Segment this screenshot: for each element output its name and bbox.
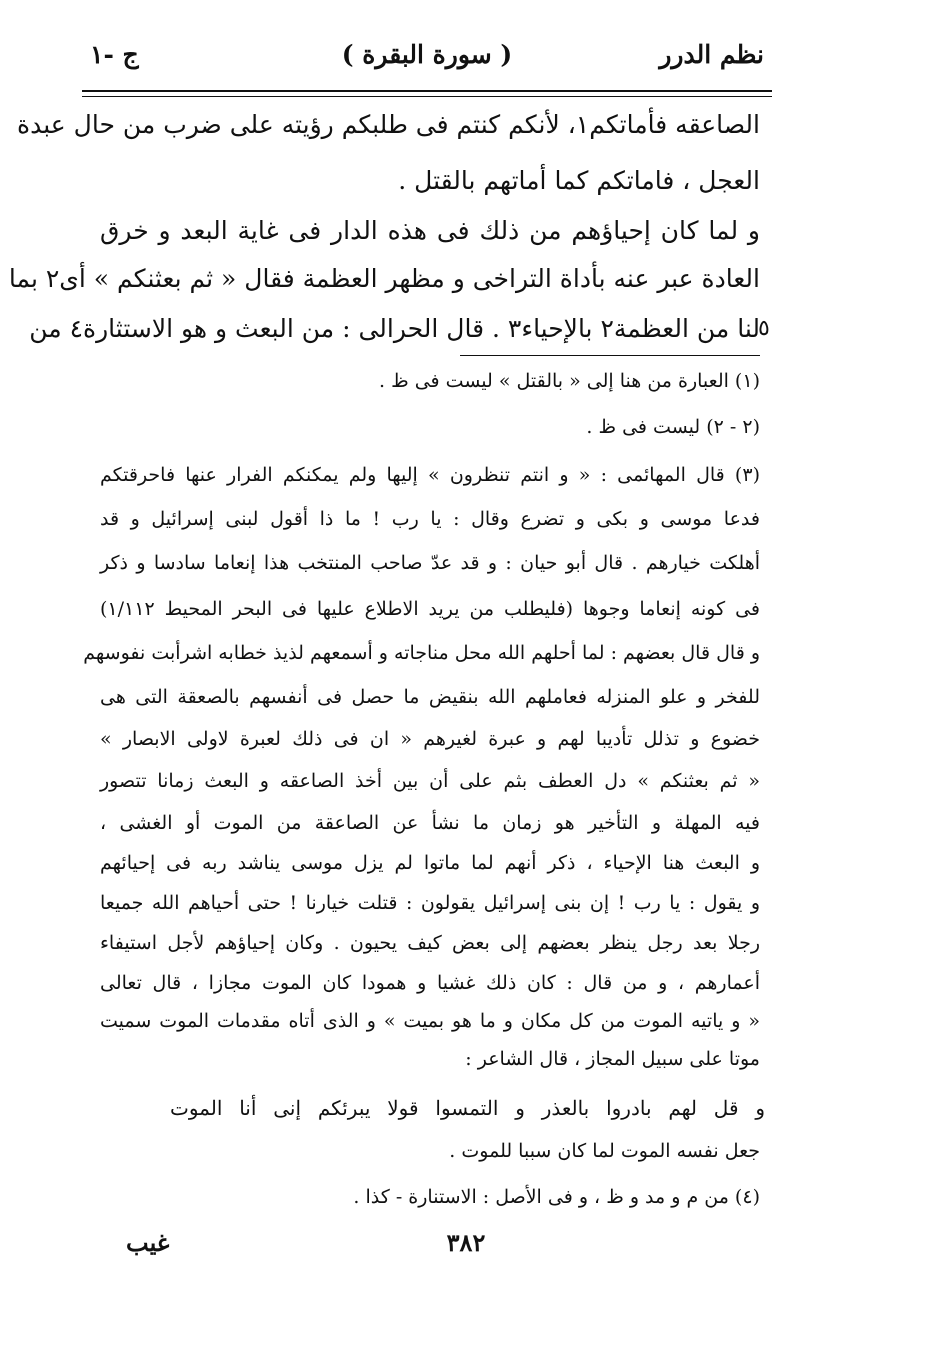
footnote-line: رجلا بعد رجل ينظر بعضهم إلى بعض كيف يحيون . وكان إحياؤهم لأجل استيفاء (100, 932, 760, 954)
volume-label: ج -١ (90, 40, 139, 69)
page-number: ٣٨٢ (446, 1228, 486, 1257)
footnote-line: فدعا موسى و بكى و تضرع وقال : يا رب ! ما ذا أقول لبنى إسرائيل و قد (100, 508, 760, 530)
running-header (90, 40, 764, 86)
poetry-verse: و قل لهم بادروا بالعذر و التمسوا قولا يبرئكم إنى أنا الموت (170, 1096, 765, 1120)
footnote-line: (٢ - ٢) ليست فى ظ . (586, 416, 760, 438)
footnote-line: فيه المهلة و التأخير هو زمان ما نشأ عن الصاعقة من الموت أو الغشى ، (100, 812, 760, 834)
header-rule (82, 90, 772, 92)
footnote-line: موتا على سبيل المجاز ، قال الشاعر : (465, 1048, 760, 1070)
footnote-line: جعل نفسه الموت لما كان سببا للموت . (449, 1140, 760, 1162)
text-line: و لما كان إحياؤهم من ذلك فى هذه الدار فى غاية البعد و خرق (100, 216, 760, 245)
footnote-line: « ثم بعثنكم » دل العطف بثم على أن بين أخذ الصاعقه و البعث زمانا تتصور (100, 770, 760, 792)
footnote-line: فى كونه إنعاما وجوها (فليطلب من يريد الاطلاع عليها فى البحر المحيط ١/١١٢) (100, 598, 760, 620)
line-number: ٥ (758, 316, 770, 341)
footnote-line: أهلكت خيارهم . قال أبو حيان : و قد عدّ صاحب المنتخب هذا إنعاما سادسا و ذكر (100, 552, 760, 574)
footnote-line: « و ياتيه الموت من كل مكان و ما هو بميت » و الذى أتاه مقدمات الموت سميت (100, 1010, 760, 1032)
text-line: الصاعقه فأماتكم١، لأنكم كنتم فى طلبكم رؤيته على ضرب من حال عبدة (17, 110, 760, 139)
footnote-line: أعمارهم ، و من قال : كان ذلك غشيا و همودا كان الموت مجازا ، قال تعالى (100, 972, 760, 994)
signature-mark: غيب (126, 1228, 170, 1257)
footnote-line: و البعث هنا الإحياء ، ذكر أنهم لما ماتوا لم يزل موسى يناشد ربه فى إحيائهم (100, 852, 760, 874)
footnote-line: (١) العبارة من هنا إلى « بالقتل » ليست فى ظ . (379, 370, 760, 392)
book-title: نظم الدرر (659, 40, 764, 69)
text-line: العادة عبر عنه بأداة التراخى و مظهر العظمة فقال « ثم بعثنكم » أى٢ بما (8, 264, 760, 293)
footnote-line: للفخر و علو المنزله فعاملهم الله بنقيض ما حصل فى أنفسهم بالصعقة التى هى (100, 686, 760, 708)
footnote-line: (٤) من م و مد و ظ ، و فى الأصل : الاستنارة - كذا . (353, 1186, 760, 1208)
footnote-line: خضوع و تذلل تأديبا لهم و عبرة لغيرهم « ان فى ذلك لعبرة لاولى الابصار » (100, 728, 760, 750)
footnote-line: و قال قال بعضهم : لما أحلهم الله محل مناجاته و أسمعهم لذيذ خطابه اشرأبت نفوسهم (83, 642, 760, 664)
text-line: العجل ، فاماتكم كما أماتهم بالقتل . (398, 166, 760, 195)
text-line: لنا من العظمة٢ بالإحياء٣ . قال الحرالى : من البعث و هو الاستثارة٤ من (29, 314, 760, 343)
footnote-line: (٣) قال المهائمى : « و انتم تنظرون » إليها ولم يمكنكم الفرار عنها فاحرقتكم (100, 464, 760, 486)
footnote-line: و يقول : يا رب ! إن بنى إسرائيل يقولون : قتلت خيارنا ! حتى أحياهم الله جميعا (100, 892, 760, 914)
surah-title: ( سورة البقرة ) (341, 40, 513, 69)
header-rule-thin (82, 96, 772, 97)
footnote-rule (460, 355, 760, 356)
